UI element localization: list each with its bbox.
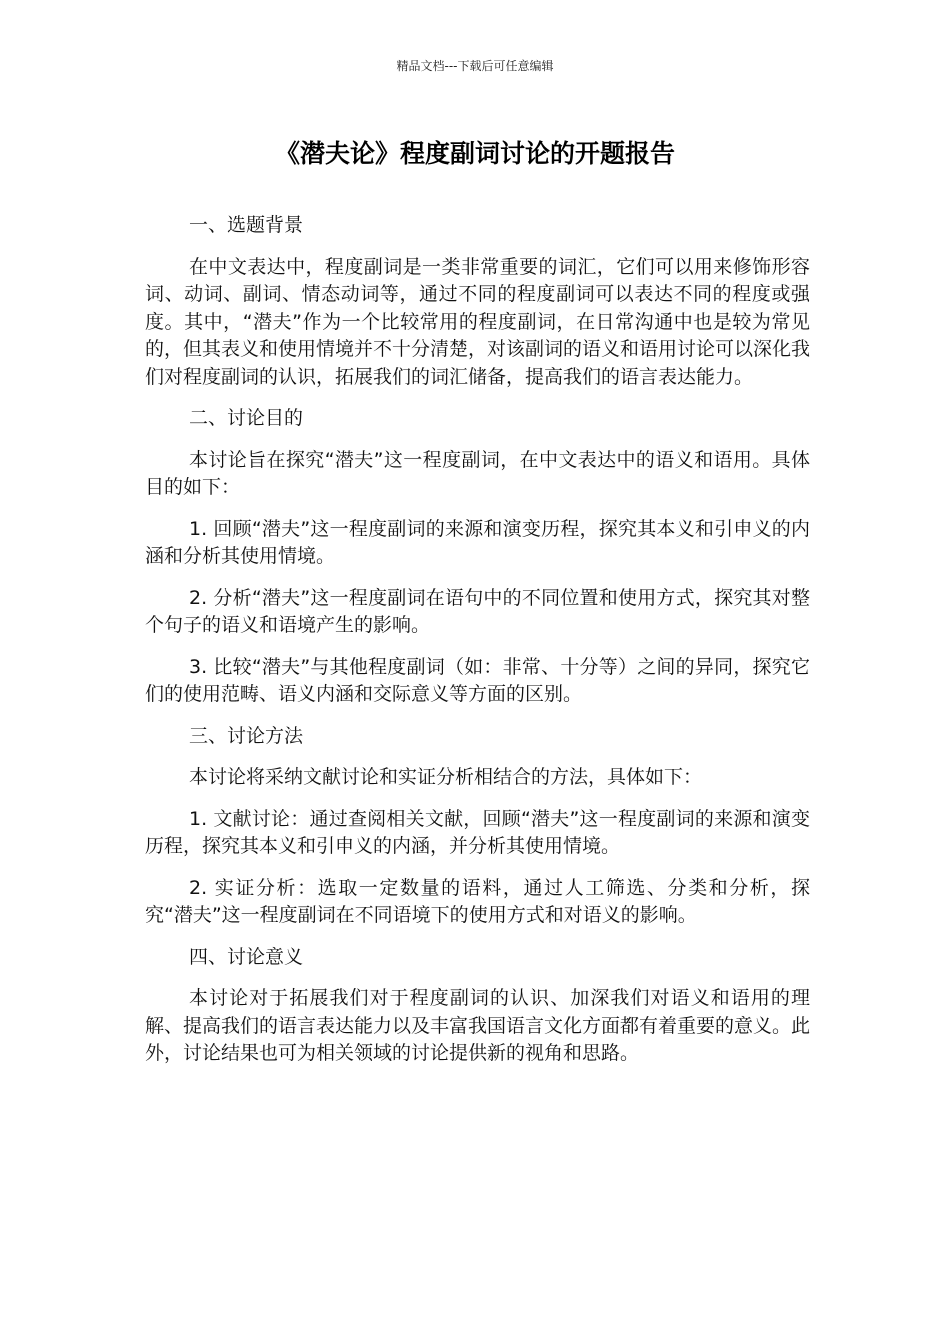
section-heading-background: 一、选题背景 [189,214,304,236]
significance-paragraph: 本讨论对于拓展我们对于程度副词的认识、加深我们对语义和语用的理解、提高我们的语言表达能力以及丰富我国语言文化方面都有着重要的意义。此外，讨论结果也可为相关领域的讨论提供新的视角和思路。 [145,987,811,1064]
header-note: 精品文档---下载后可任意编辑 [396,59,554,73]
purpose-item: 1. 回顾“潜夫”这一程度副词的来源和演变历程，探究其本义和引申义的内涵和分析其使用情境。 [145,517,810,567]
method-item: 1. 文献讨论：通过查阅相关文献，回顾“潜夫”这一程度副词的来源和演变历程，探究其本义和引申义的内涵，并分析其使用情境。 [145,807,810,857]
method-intro: 本讨论将采纳文献讨论和实证分析相结合的方法，具体如下： [189,766,703,788]
method-item: 2. 实证分析：选取一定数量的语料，通过人工筛选、分类和分析，探究“潜夫”这一程度副词在不同语境下的使用方式和对语义的影响。 [145,876,810,926]
background-paragraph: 在中文表达中，程度副词是一类非常重要的词汇，它们可以用来修饰形容词、动词、副词、情态动词等，通过不同的程度副词可以表达不同的程度或强度。其中，“潜夫”作为一个比较常用的程度副词，在日常沟通中也是较为常见的，但其表义和使用情境并不十分清楚，对该副词的语义和语用讨论可以深化我们对程度副词的认识，拓展我们的词汇储备，提高我们的语言表达能力。 [145,255,811,388]
purpose-item: 3. 比较“潜夫”与其他程度副词（如：非常、十分等）之间的异同，探究它们的使用范畴、语义内涵和交际意义等方面的区别。 [145,655,810,705]
section-heading-purpose: 二、讨论目的 [189,407,304,429]
section-heading-method: 三、讨论方法 [189,724,304,747]
section-heading-significance: 四、讨论意义 [189,945,304,968]
document-body [145,212,810,1082]
purpose-item: 2. 分析“潜夫”这一程度副词在语句中的不同位置和使用方式，探究其对整个句子的语义和语境产生的影响。 [145,586,810,636]
purpose-intro: 本讨论旨在探究“潜夫”这一程度副词，在中文表达中的语义和语用。具体目的如下： [145,448,810,498]
document-title: 《潜夫论》程度副词讨论的开题报告 [274,139,675,168]
